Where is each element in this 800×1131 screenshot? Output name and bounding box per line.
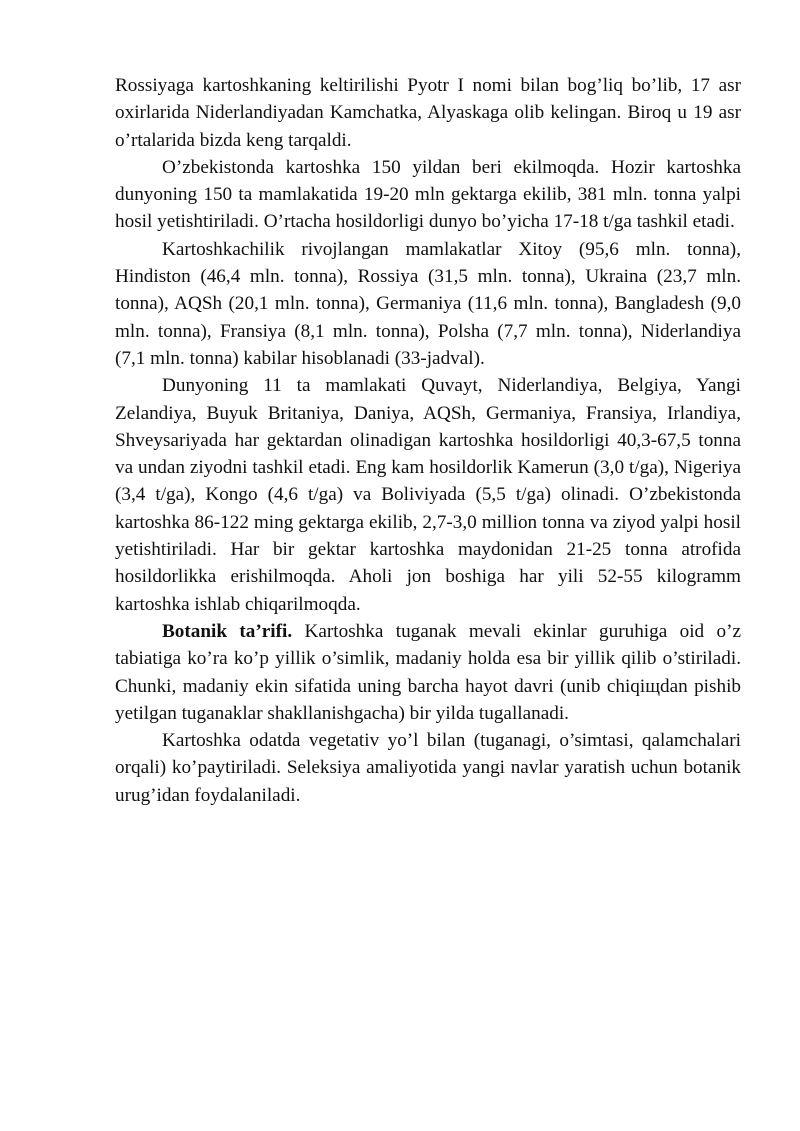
paragraph-1 (115, 72, 741, 154)
paragraph-4 (115, 372, 741, 618)
section-heading-botanik: Botanik ta’rifi. (162, 620, 293, 642)
paragraph-2 (115, 154, 741, 236)
paragraph-6 (115, 727, 741, 809)
paragraph-3-text: Kartoshkachilik rivojlangan mamlakatlar Xitoy (95,6 mln. tonna), Hindiston (46,4 mln. tonna), Rossiya (31,5 mln. tonna), Ukraina (23,7 mln. tonna), AQSh (20,1 mln. tonna), Germaniya (11,6 mln. tonna), Bangladesh (9,0 mln. tonna), Fransiya (8,1 mln. tonna), Polsha (7,7 mln. tonna), Niderlandiya (7,1 mln. tonna) kabilar hisoblanadi (33-jadval). (115, 238, 741, 369)
paragraph-5-text: Kartoshka tuganak mevali ekinlar guruhiga oid o’z tabiatiga ko’ra ko’p yillik o’simlik, madaniy holda esa bir yillik qilib o’stiriladi. Chunki, madaniy ekin sifatida uning barcha hayot davri (unib chiqiщdan pishib yetilgan tuganaklar shakllanishgacha) bir yilda tugallanadi. (115, 620, 741, 724)
paragraph-3 (115, 236, 741, 372)
paragraph-5 (115, 618, 741, 727)
paragraph-2-text: O’zbekistonda kartoshka 150 yildan beri ekilmoqda. Hozir kartoshka dunyoning 150 ta mamlakatida 19-20 mln gektarga ekilib, 381 mln. tonna yalpi hosil yetishtiriladi. O’rtacha hosildorligi dunyo bo’yicha 17-18 t/ga tashkil etadi. (115, 156, 741, 233)
paragraph-4-text: Dunyoning 11 ta mamlakati Quvayt, Niderlandiya, Belgiya, Yangi Zelandiya, Buyuk Britaniya, Daniya, AQSh, Germaniya, Fransiya, Irlandiya, Shveysariyada har gektardan olinadigan kartoshka hosildorligi 40,3-67,5 tonna va undan ziyodni tashkil etadi. Eng kam hosildorlik Kamerun (3,0 t/ga), Nigeriya (3,4 t/ga), Kongo (4,6 t/ga) va Boliviyada (5,5 t/ga) olinadi. O’zbekistonda kartoshka 86-122 ming gektarga ekilib, 2,7-3,0 million tonna va ziyod yalpi hosil yetishtiriladi. Har bir gektar kartoshka maydonidan 21-25 tonna atrofida hosildorlikka erishilmoqda. Aholi jon boshiga har yili 52-55 kilogramm kartoshka ishlab chiqarilmoqda. (115, 375, 741, 615)
paragraph-1-text: Rossiyaga kartoshkaning keltirilishi Pyotr I nomi bilan bog’liq bo’lib, 17 asr oxirlarida Niderlandiyadan Kamchatka, Alyaskaga olib kelingan. Biroq u 19 asr o’rtalarida bizda keng tarqaldi. (115, 75, 741, 151)
paragraph-6-text: Kartoshka odatda vegetativ yo’l bilan (tuganagi, o’simtasi, qalamchalari orqali) ko’paytiriladi. Seleksiya amaliyotida yangi navlar yaratish uchun botanik urug’idan foydalaniladi. (115, 730, 741, 806)
document-page (115, 72, 741, 809)
